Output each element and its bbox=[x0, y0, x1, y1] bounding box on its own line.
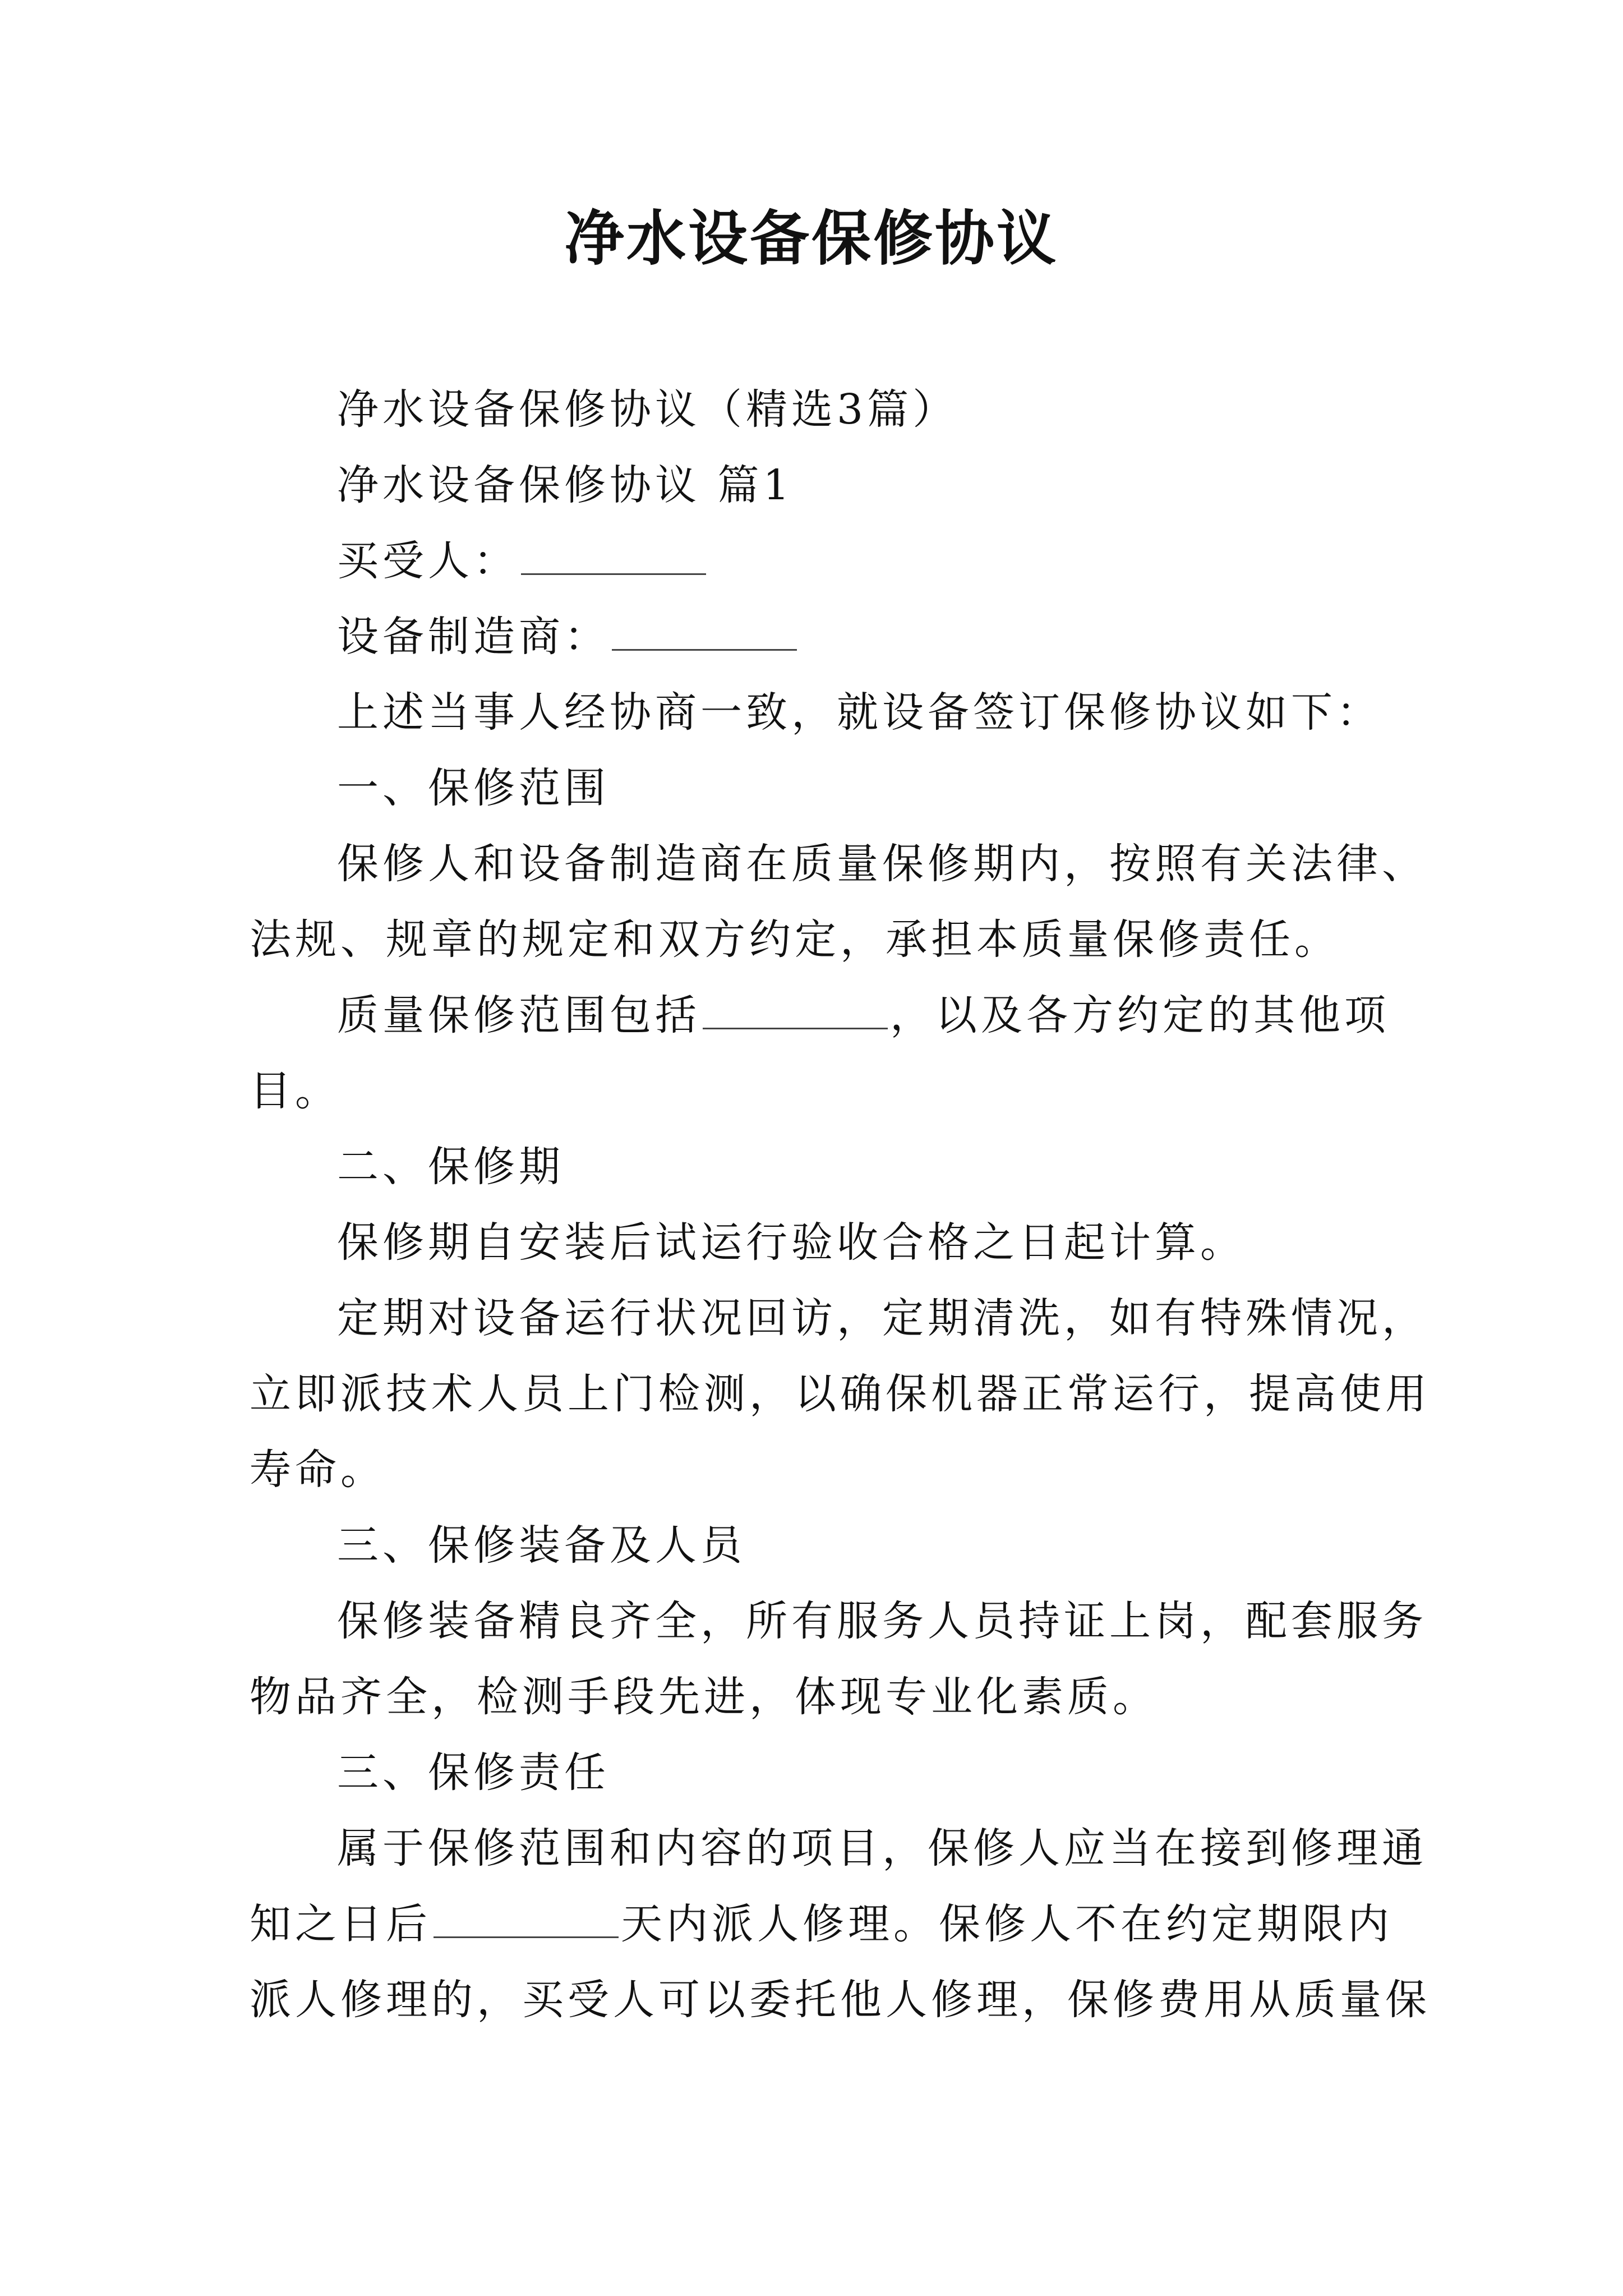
clause-heading: 一、保修范围 bbox=[337, 764, 610, 812]
paragraph-line: 立即派技术人员上门检测，以确保机器正常运行，提高使用 bbox=[250, 1370, 1431, 1418]
paragraph-line: 上述当事人经协商一致，就设备签订保修协议如下： bbox=[337, 688, 1382, 737]
manufacturer-field-line bbox=[337, 606, 1388, 668]
paragraph-line: 属于保修范围和内容的项目，保修人应当在接到修理通 bbox=[337, 1824, 1427, 1872]
buyer-label: 买受人： bbox=[337, 537, 519, 585]
scope-trailing: ，以及各方约定的其他项 bbox=[890, 991, 1390, 1039]
scope-field-line bbox=[337, 984, 1388, 1046]
manufacturer-label: 设备制造商： bbox=[337, 613, 610, 661]
clause-heading: 三、保修装备及人员 bbox=[337, 1521, 746, 1570]
paragraph-line: 物品齐全，检测手段先进，体现专业化素质。 bbox=[250, 1673, 1158, 1721]
subtitle-line: 净水设备保修协议（精选3篇） bbox=[337, 385, 958, 434]
document-title: 净水设备保修协议 bbox=[565, 203, 1058, 273]
paragraph-line: 保修期自安装后试运行验收合格之日起计算。 bbox=[337, 1218, 1246, 1267]
buyer-field-line bbox=[337, 530, 1388, 592]
clause-heading: 二、保修期 bbox=[337, 1143, 564, 1191]
paragraph-line: 寿命。 bbox=[250, 1446, 386, 1494]
days-label: 知之日后 bbox=[250, 1900, 431, 1948]
scope-label: 质量保修范围包括 bbox=[337, 991, 700, 1039]
buyer-blank bbox=[521, 540, 706, 575]
section-heading-line: 净水设备保修协议 篇1 bbox=[337, 461, 794, 509]
clause-heading: 三、保修责任 bbox=[337, 1749, 610, 1797]
paragraph-line: 法规、规章的规定和双方约定，承担本质量保修责任。 bbox=[250, 915, 1340, 964]
manufacturer-blank bbox=[612, 615, 797, 651]
days-trailing: 天内派人修理。保修人不在约定期限内 bbox=[621, 1900, 1393, 1948]
paragraph-line: 派人修理的，买受人可以委托他人修理，保修费用从质量保 bbox=[250, 1976, 1431, 2024]
days-blank bbox=[434, 1903, 619, 1938]
scope-blank bbox=[703, 994, 888, 1029]
paragraph-line: 保修人和设备制造商在质量保修期内，按照有关法律、 bbox=[337, 840, 1427, 888]
paragraph-line: 目。 bbox=[250, 1067, 340, 1115]
paragraph-line: 保修装备精良齐全，所有服务人员持证上岗，配套服务 bbox=[337, 1597, 1427, 1645]
paragraph-line: 定期对设备运行状况回访，定期清洗，如有特殊情况， bbox=[337, 1294, 1427, 1342]
days-field-line bbox=[250, 1893, 1393, 1955]
